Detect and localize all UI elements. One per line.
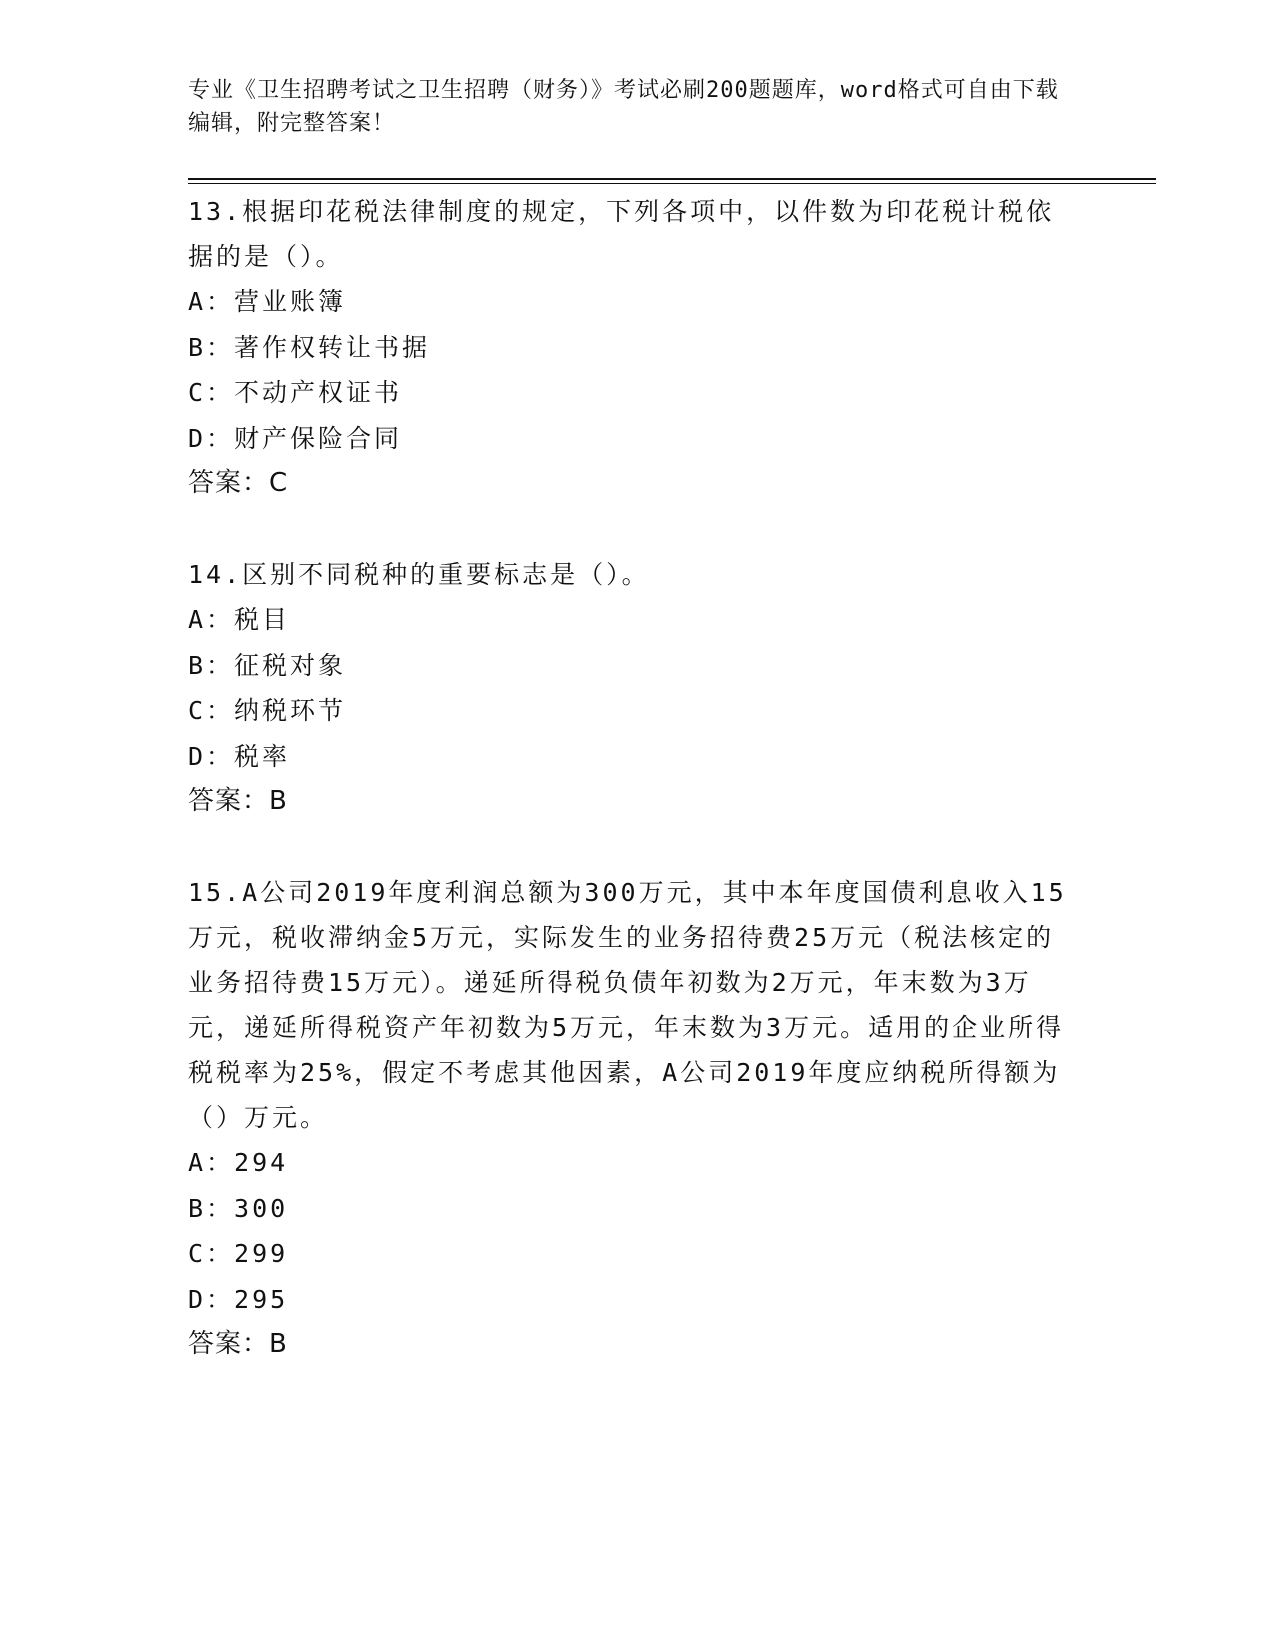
question-spacer xyxy=(188,506,1088,552)
question-14 xyxy=(188,552,1088,824)
option-b: B：征税对象 xyxy=(188,650,347,680)
option-c: C：299 xyxy=(188,1239,289,1268)
option-d: D：财产保险合同 xyxy=(188,423,403,453)
option-a: A：税目 xyxy=(188,605,291,634)
answer-label: 答案：B xyxy=(188,786,288,816)
option-a: A：294 xyxy=(188,1148,289,1177)
document-header: 专业《卫生招聘考试之卫生招聘（财务）》考试必刷200题题库，word格式可自由下载编辑，附完整答案！ xyxy=(188,78,1059,136)
answer-label: 答案：B xyxy=(188,1329,288,1359)
option-a: A：营业账簿 xyxy=(188,287,347,316)
option-b: B：著作权转让书据 xyxy=(188,332,431,362)
question-stem: 14.区别不同税种的重要标志是（）。 xyxy=(188,560,650,589)
option-d: D：税率 xyxy=(188,741,291,771)
question-15 xyxy=(188,870,1088,1367)
question-list xyxy=(188,189,1088,1367)
option-c: C：不动产权证书 xyxy=(188,378,403,407)
option-b: B：300 xyxy=(188,1193,289,1223)
question-13 xyxy=(188,189,1088,506)
question-stem: 15.A公司2019年度利润总额为300万元，其中本年度国债利息收入15万元，税收滞纳金5万元，实际发生的业务招待费25万元（税法核定的业务招待费15万元）。递延所得税负债年初数为2万元，年末数为3万元，递延所得税资产年初数为5万元，年末数为3万元。适用的企业所得税税率为25%，假定不考虑其他因素，A公司2019年度应纳税所得额为（）万元。 xyxy=(188,878,1067,1132)
header-divider-thick xyxy=(188,178,1156,180)
answer-label: 答案：C xyxy=(188,468,289,498)
option-d: D：295 xyxy=(188,1284,289,1314)
question-spacer xyxy=(188,824,1088,870)
option-c: C：纳税环节 xyxy=(188,696,347,725)
question-stem: 13.根据印花税法律制度的规定，下列各项中，以件数为印花税计税依据的是（）。 xyxy=(188,197,1055,271)
header-divider-thin xyxy=(188,183,1156,184)
